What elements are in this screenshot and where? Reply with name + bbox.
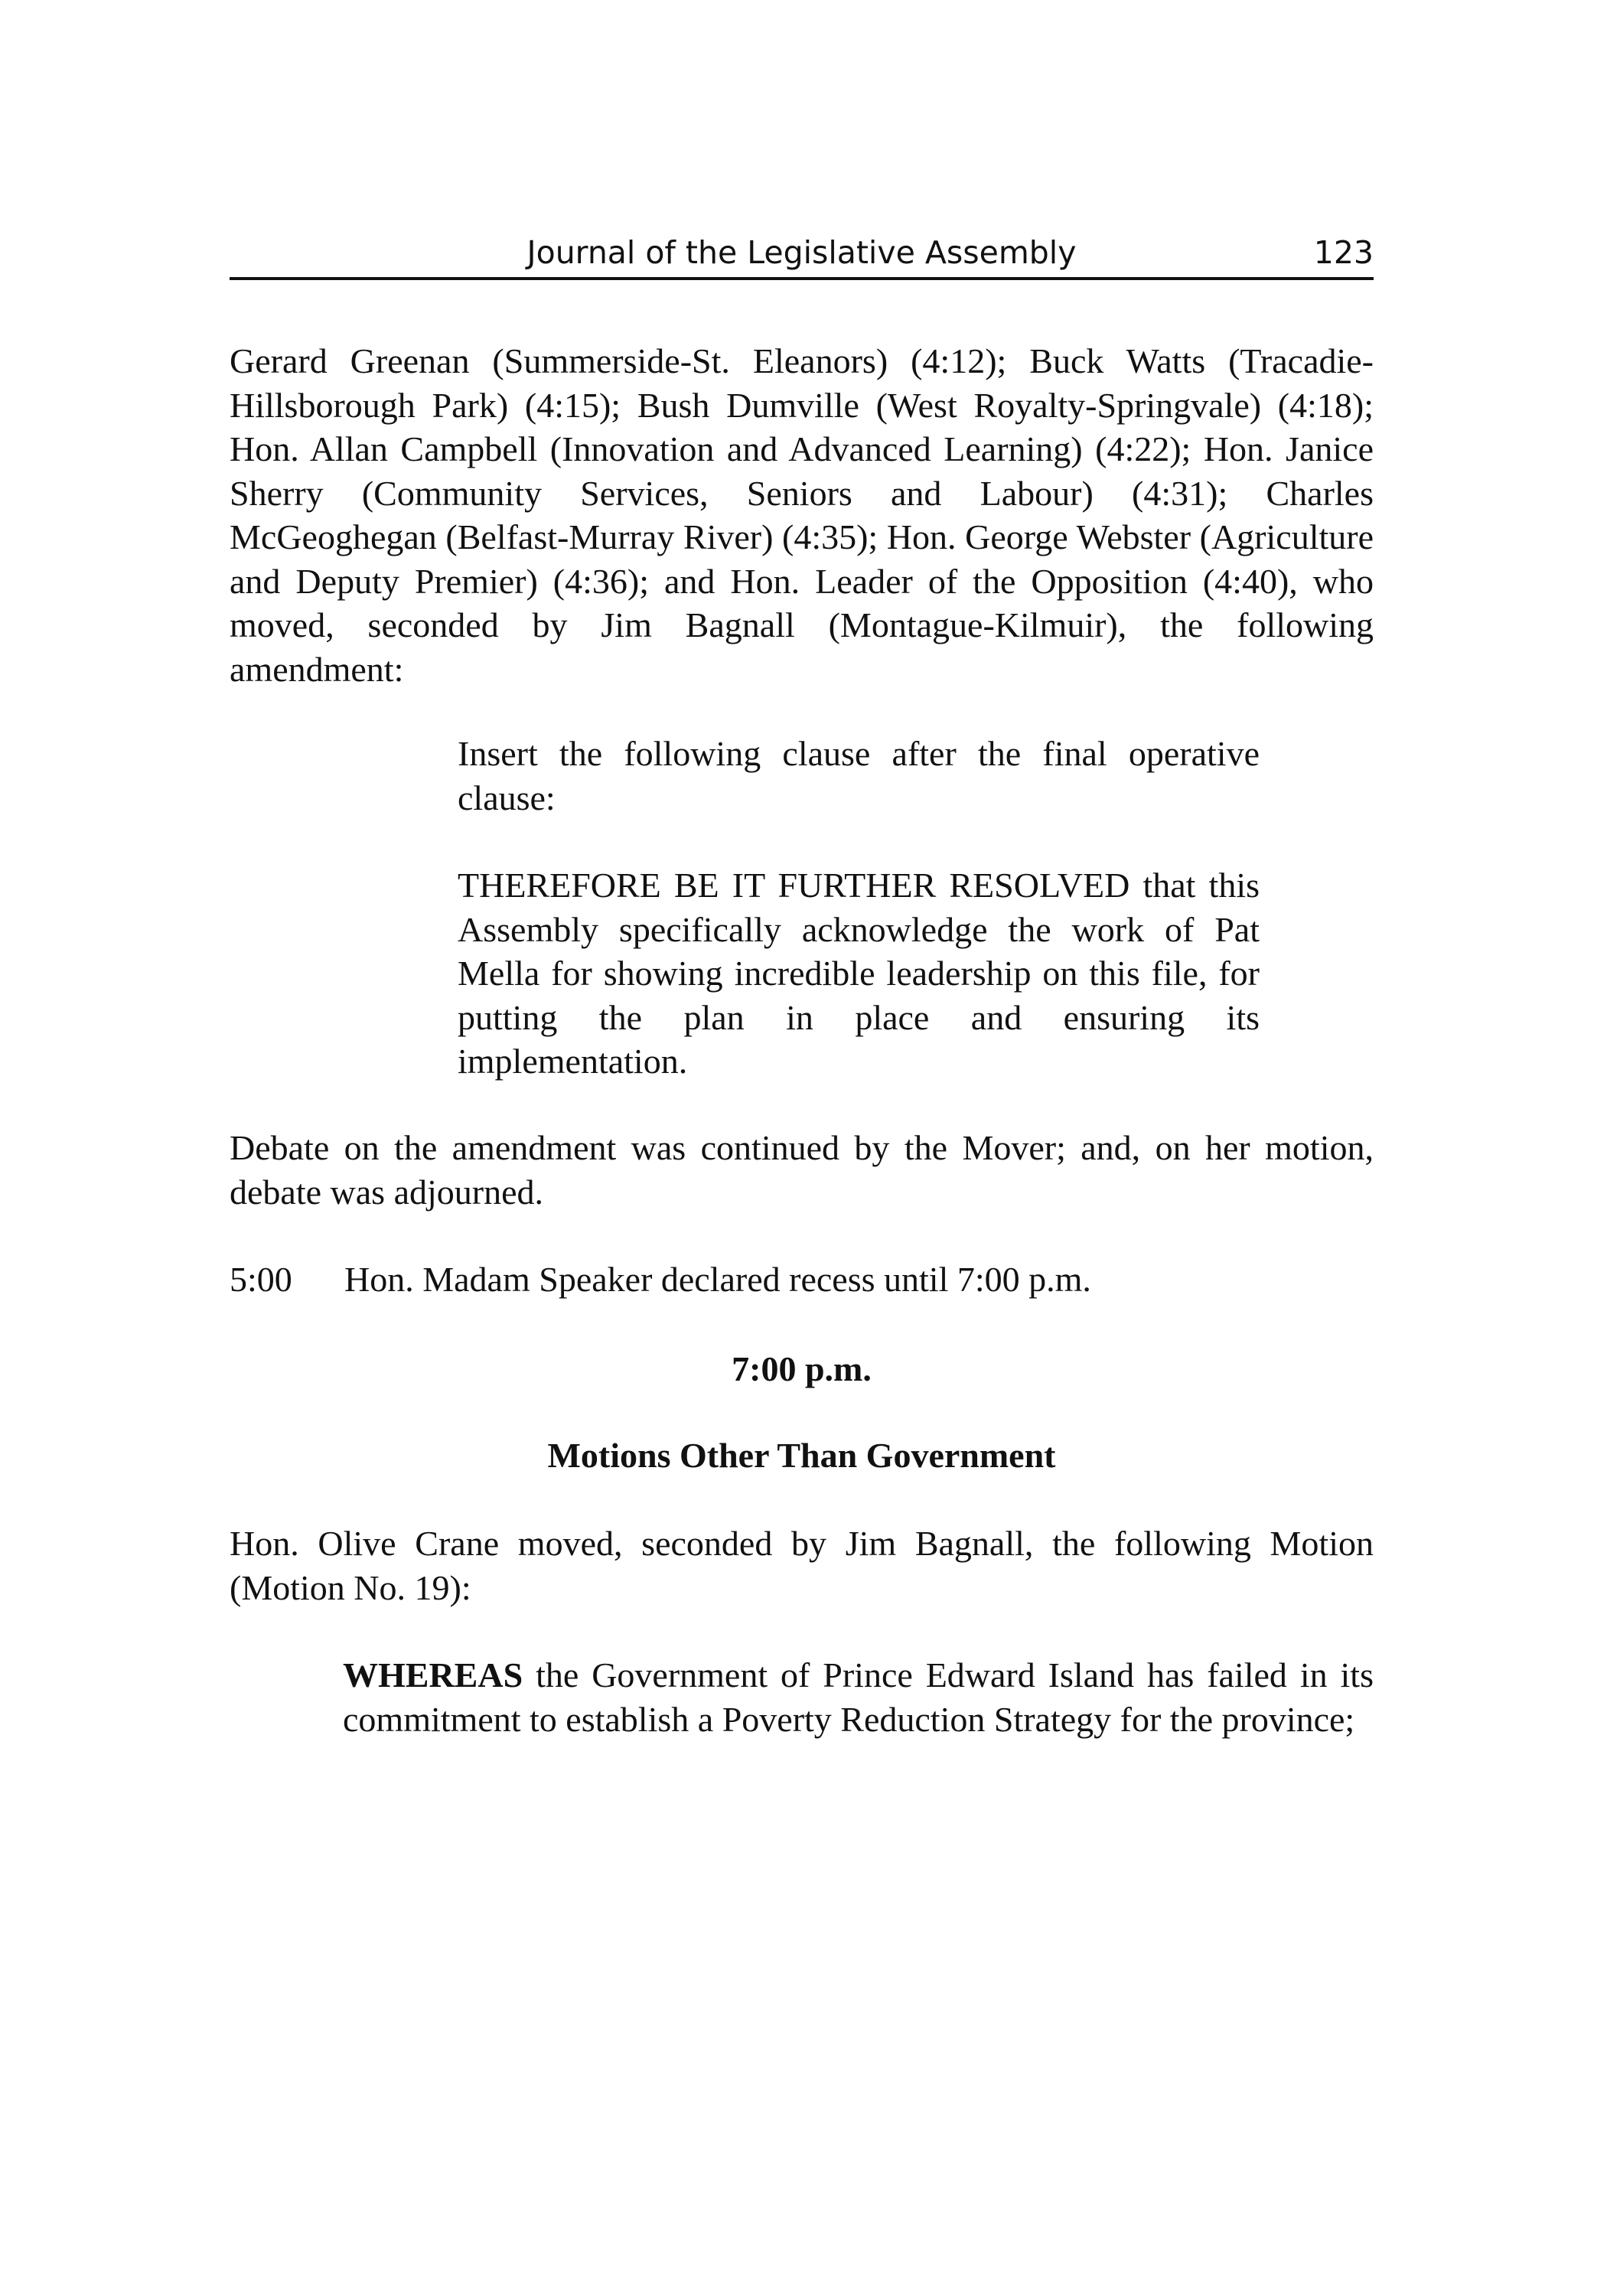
debate-paragraph: Debate on the amendment was continued by the Mover; and, on her motion, debate was adjourned.	[230, 1128, 1374, 1212]
journal-title: Journal of the Legislative Assembly	[526, 234, 1077, 271]
running-header	[230, 230, 1374, 280]
recess-text: Hon. Madam Speaker declared recess until 7:00 p.m.	[344, 1260, 1091, 1299]
motion-intro: Hon. Olive Crane moved, seconded by Jim Bagnall, the following Motion (Motion No. 19):	[230, 1524, 1374, 1607]
section-heading: Motions Other Than Government	[547, 1436, 1056, 1475]
page-number: 123	[1313, 234, 1374, 271]
speakers-paragraph: Gerard Greenan (Summerside-St. Eleanors) (4:12); Buck Watts (Tracadie-Hillsborough Park) (4:15); Bush Dumville (West Royalty-Springvale) (4:18); Hon. Allan Campbell (Innovation and Advanced Learning) (4:22); Hon. Janice Sherry (Community Services, Seniors and Labour) (4:31); Charles McGeoghegan (Belfast-Murray River) (4:35); Hon. George Webster (Agriculture and Deputy Premier) (4:36); and Hon. Leader of the Opposition (4:40), who moved, seconded by Jim Bagnall (Montague-Kilmuir), the following amendment:	[230, 341, 1374, 689]
whereas-clause	[343, 1653, 1374, 1741]
amendment-clause: THEREFORE BE IT FURTHER RESOLVED that this Assembly specifically acknowledge the work of Pat Mella for showing incredible leadership on this file, for putting the plan in place and ensuring its implementation.	[458, 866, 1260, 1081]
whereas-keyword: WHEREAS	[343, 1655, 523, 1694]
whereas-text: the Government of Prince Edward Island has failed in its commitment to establish a Poverty Reduction Strategy for the province;	[343, 1655, 1374, 1739]
time-heading: 7:00 p.m.	[732, 1349, 872, 1388]
recess-time: 5:00	[230, 1260, 292, 1299]
amendment-instruction: Insert the following clause after the final operative clause:	[458, 734, 1260, 817]
